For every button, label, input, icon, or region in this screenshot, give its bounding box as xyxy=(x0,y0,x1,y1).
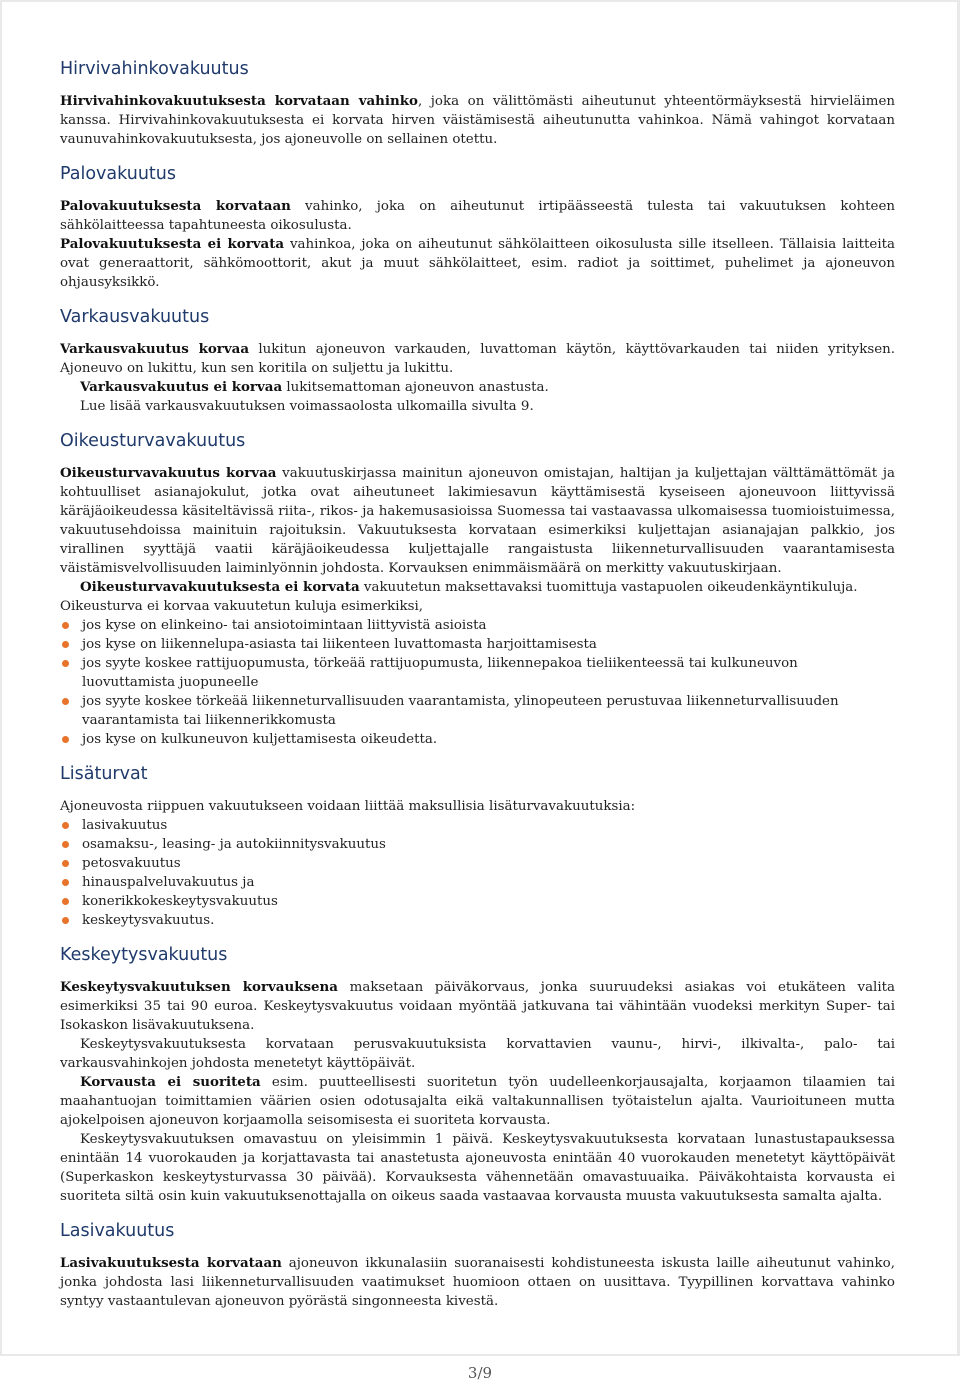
paragraph: Keskeytysvakuutuksesta korvataan perusvakuutuksista korvattavien vaunu-, hirvi-, ilkivalta-, palo- tai varkausvahinkojen johdosta menetetyt käyttöpäivät. xyxy=(60,1037,895,1071)
bullet-list xyxy=(60,816,895,930)
page-number: 3/9 xyxy=(467,1364,493,1382)
bullet-icon xyxy=(62,841,69,848)
section-heading: Keskeytysvakuutus xyxy=(60,945,228,965)
paragraph xyxy=(60,978,895,1035)
list-item xyxy=(60,835,895,854)
paragraph xyxy=(60,1073,895,1130)
paragraph-text: ajoneuvon ikkunalasiin suoranaisesti kohdistuneesta iskusta laille aiheutunut vahinko, jonka johdosta lasi liikenneturvallisuuden vaatimukset huomioon ottaen on uusittava. Tyypillinen korvattava vahinko syntyy vastaantulevan ajoneuvon pyörästä singonneesta kivestä. xyxy=(60,1256,895,1309)
section-lisaturvat xyxy=(60,763,895,930)
paragraph xyxy=(60,340,895,378)
paragraph: Keskeytysvakuutuksen omavastuu on yleisimmin 1 päivä. Keskeytysvakuutuksesta korvataan lunastustapauksessa enintään 14 vuorokauden ja korjattavasta tai anastetusta ajoneuvosta enintään 40 vuorokauden menetetyt käyttöpäivät (Superkaskon keskeytysturvassa 30 päivää). Korvauksesta vähennetään omavastuuaika. Päiväkohtaista korvausta ei suoriteta siltä osin kuin vakuutuksenottajalla on oikeus saada vastaavaa korvausta muusta vakuutuksesta samalta ajalta. xyxy=(60,1132,895,1204)
list-item-text: lasivakuutus xyxy=(82,818,168,833)
bold-lead: Hirvivahinkovakuutuksesta korvataan vahinko xyxy=(60,93,418,109)
paragraph-text: lukitun ajoneuvon varkauden, luvattoman käytön, käyttövarkauden tai niiden yrityksen. Ajoneuvo on lukittu, kun sen koritila on suljettu ja lukittu. xyxy=(60,342,895,376)
list-item-text: hinauspalveluvakuutus ja xyxy=(82,875,255,890)
paragraph-text: vakuutetun maksettavaksi tuomittuja vastapuolen oikeudenkäyntikuluja. xyxy=(359,580,858,595)
paragraph xyxy=(60,197,895,235)
bullet-icon xyxy=(62,641,69,648)
document-page xyxy=(2,2,957,1354)
bullet-list xyxy=(60,616,895,749)
section-heading: Varkausvakuutus xyxy=(60,307,210,327)
section-heading: Palovakuutus xyxy=(60,164,176,184)
list-item xyxy=(60,692,895,730)
paragraph: Oikeusturva ei korvaa vakuutetun kuluja esimerkiksi, xyxy=(60,599,423,614)
page-content xyxy=(60,58,895,1325)
bold-lead: Oikeusturvavakuutus korvaa xyxy=(60,465,277,481)
list-item xyxy=(60,654,895,692)
bold-lead: Lasivakuutuksesta korvataan xyxy=(60,1255,282,1271)
bullet-icon xyxy=(62,879,69,886)
paragraph-text: vahinkoa, joka on aiheutunut sähkölaitteen oikosulusta sille itselleen. Tällaisia laitteita ovat generaattorit, sähkömoottorit, akut ja muut sähkölaitteet, esim. radiot ja soittimet, puhelimet ja ajoneuvon ohjausyksikkö. xyxy=(60,237,895,290)
section-heading: Hirvivahinkovakuutus xyxy=(60,59,249,79)
paragraph xyxy=(60,464,895,578)
list-item-text: jos kyse on elinkeino- tai ansiotoimintaan liittyvistä asioista xyxy=(82,618,487,633)
bullet-icon xyxy=(62,898,69,905)
paragraph xyxy=(60,578,895,597)
section-lasivakuutus xyxy=(60,1220,895,1311)
bullet-icon xyxy=(62,736,69,743)
list-item-text: jos syyte koskee rattijuopumusta, törkeää rattijuopumusta, liikennepakoa tieliikenteessä tai kulkuneuvon luovuttamista juopuneelle xyxy=(82,656,798,690)
list-item xyxy=(60,730,895,749)
section-heading: Lisäturvat xyxy=(60,764,148,784)
paragraph xyxy=(60,378,895,397)
page-footer xyxy=(0,1356,960,1386)
section-heading: Oikeusturvavakuutus xyxy=(60,431,246,451)
list-item xyxy=(60,616,895,635)
list-item-text: jos kyse on liikennelupa-asiasta tai liikenteen luvattomasta harjoittamisesta xyxy=(82,637,597,652)
paragraph xyxy=(60,235,895,292)
section-palovakuutus xyxy=(60,163,895,292)
paragraph xyxy=(60,92,895,149)
list-item-text: petosvakuutus xyxy=(82,856,181,871)
paragraph: Lue lisää varkausvakuutuksen voimassaolosta ulkomailla sivulta 9. xyxy=(80,399,534,414)
list-item xyxy=(60,635,895,654)
paragraph: Ajoneuvosta riippuen vakuutukseen voidaan liittää maksullisia lisäturvavakuutuksia: xyxy=(60,799,636,814)
paragraph-text: maksetaan päiväkorvaus, jonka suuruudeksi asiakas voi etukäteen valita esimerkiksi 35 tai 90 euroa. Keskeytysvakuutus voidaan myöntää jatkuvana tai vähintään vuodeksi merkityn Super- tai Isokaskon lisävakuutuksena. xyxy=(60,980,895,1033)
list-item-text: keskeytysvakuutus. xyxy=(82,913,215,928)
list-item-text: jos kyse on kulkuneuvon kuljettamisesta oikeudetta. xyxy=(82,732,438,747)
bold-lead: Palovakuutuksesta ei korvata xyxy=(60,236,285,252)
list-item-text: konerikkokeskeytysvakuutus xyxy=(82,894,278,909)
bold-lead: Keskeytysvakuutuksen korvauksena xyxy=(60,979,338,995)
list-item xyxy=(60,854,895,873)
list-item xyxy=(60,816,895,835)
list-item xyxy=(60,892,895,911)
section-keskeytysvakuutus xyxy=(60,944,895,1206)
bold-lead: Korvausta ei suoriteta xyxy=(80,1074,261,1090)
bullet-icon xyxy=(62,622,69,629)
bullet-icon xyxy=(62,660,69,667)
section-varkausvakuutus xyxy=(60,306,895,416)
bold-lead: Varkausvakuutus ei korvaa xyxy=(80,379,283,395)
section-hirvivahinkovakuutus xyxy=(60,58,895,149)
paragraph-text: esim. puutteellisesti suoritetun työn uudelleenkorjausajalta, korjaamon tilaamien tai maahantuojan toimittamien väärien osien odotusajalta eikä valtakunnallisen työtaistelun ajalta. Vaurioituneen mutta ajokelpoisen ajoneuvon korjaamolla seisomisesta ei suoriteta korvausta. xyxy=(60,1075,895,1128)
bullet-icon xyxy=(62,917,69,924)
list-item-text: osamaksu-, leasing- ja autokiinnitysvakuutus xyxy=(82,837,386,852)
bullet-icon xyxy=(62,698,69,705)
list-item xyxy=(60,911,895,930)
section-oikeusturvavakuutus xyxy=(60,430,895,749)
list-item-text: jos syyte koskee törkeää liikenneturvallisuuden vaarantamista, ylinopeuteen perustuvaa liikenneturvallisuuden vaarantamista tai liikennerikkomusta xyxy=(82,694,839,728)
bold-lead: Oikeusturvavakuutuksesta ei korvata xyxy=(80,579,360,595)
paragraph xyxy=(60,1254,895,1311)
section-heading: Lasivakuutus xyxy=(60,1221,175,1241)
bold-lead: Varkausvakuutus korvaa xyxy=(60,341,249,357)
bullet-icon xyxy=(62,822,69,829)
paragraph-text: , joka on välittömästi aiheutunut yhteentörmäyksestä hirvieläimen kanssa. Hirvivahinkovakuutuksesta ei korvata hirven väistämisestä aiheutunutta vahinkoa. Nämä vahingot korvataan vaunuvahinkovakuutuksesta, jos ajoneuvolle on sellainen otettu. xyxy=(60,94,895,147)
list-item xyxy=(60,873,895,892)
paragraph-text: vahinko, joka on aiheutunut irtipäässeestä tulesta tai vakuutuksen kohteen sähkölaitteessa tapahtuneesta oikosulusta. xyxy=(60,199,895,233)
paragraph-text: lukitsemattoman ajoneuvon anastusta. xyxy=(282,380,549,395)
paragraph-text: vakuutuskirjassa mainitun ajoneuvon omistajan, haltijan ja kuljettajan välttämättömät ja kohtuulliset asianajokulut, jotka ovat aiheutuneet lakimiesavun käyttämisestä kyseiseen ajoneuvoon liittyvissä käräjäoikeudessa käsiteltävissä riita-, rikos- ja hakemusasioissa Suomessa tai vastaavassa ulkomaisessa tuomioistuimessa, vakuutusehdoissa mainituin rajoituksin. Vakuutuksesta korvataan esimerkiksi kuljettajan asianajajan palkkio, jos virallinen syyttäjä vaatii käräjäoikeudessa kuljettajalle rangaistusta liikenneturvallisuuden vaarantamisesta väistämisvelvollisuuden laiminlyönnin johdosta. Korvauksen enimmäismäärä on merkitty vakuutuskirjaan. xyxy=(60,466,895,576)
bullet-icon xyxy=(62,860,69,867)
bold-lead: Palovakuutuksesta korvataan xyxy=(60,198,291,214)
